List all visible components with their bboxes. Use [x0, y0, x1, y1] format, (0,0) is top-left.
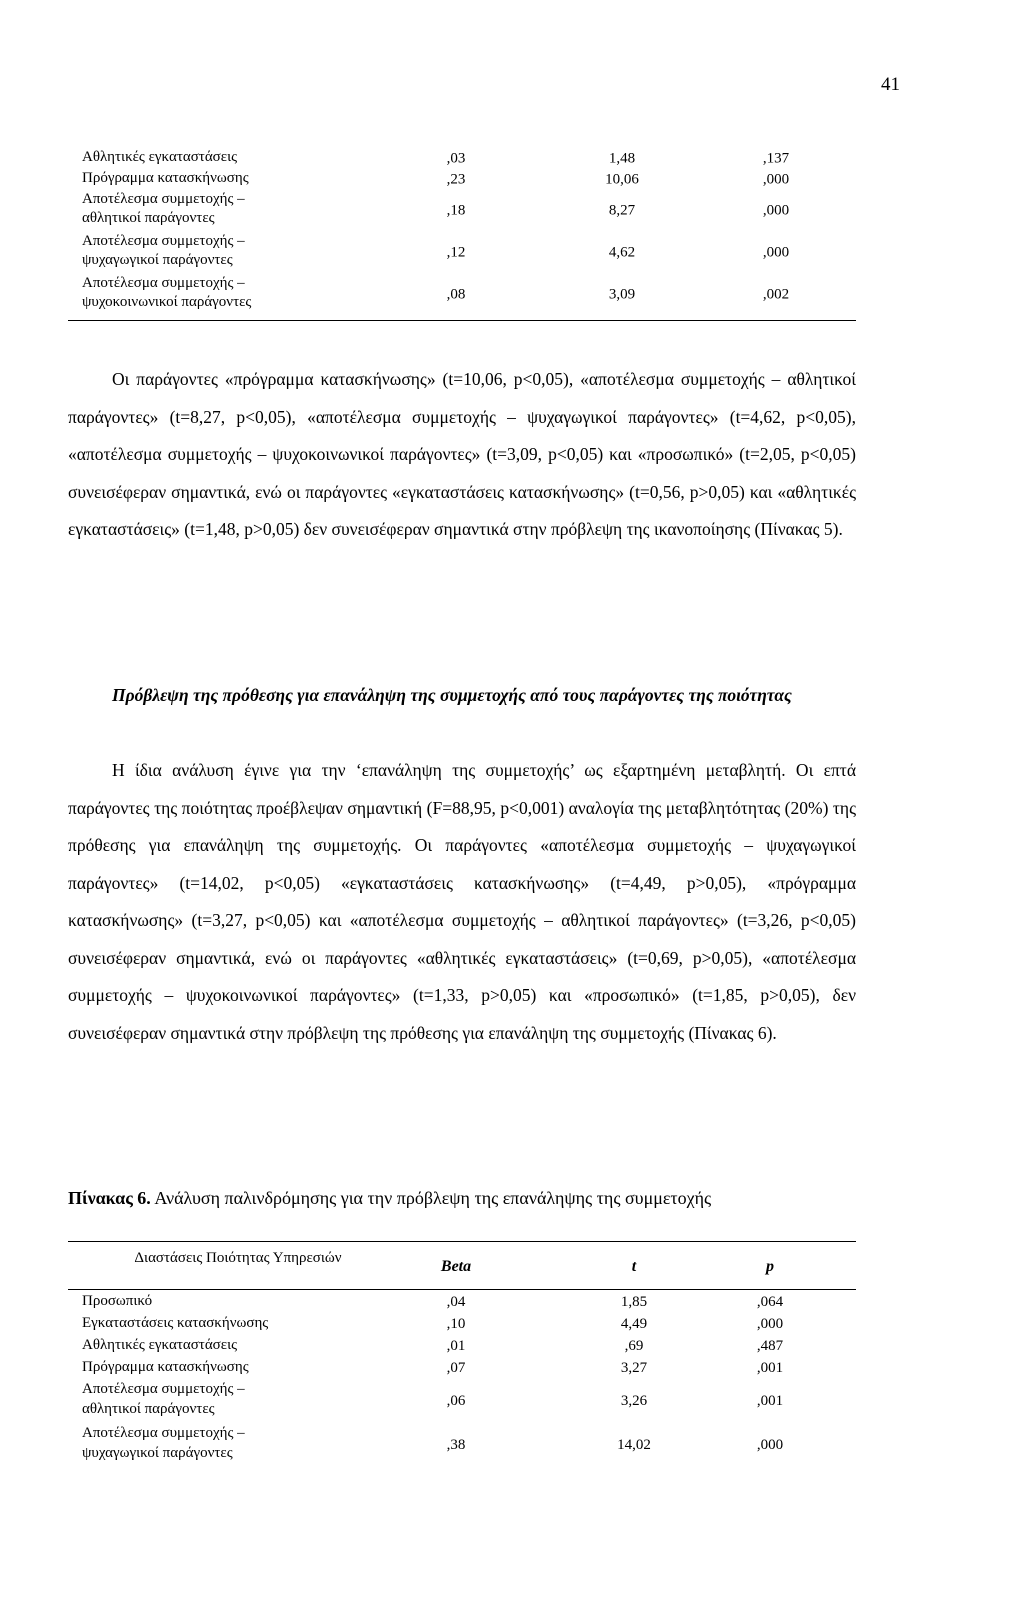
p-value: ,000: [762, 202, 790, 219]
row-label: Πρόγραμμα κατασκήνωσης: [82, 1359, 249, 1375]
beta-value: ,03: [446, 150, 466, 166]
t-value: 10,06: [605, 171, 639, 187]
t-value: ,69: [624, 1338, 644, 1354]
t-value: 3,09: [608, 286, 636, 303]
beta-value: ,08: [446, 286, 466, 303]
table-6: [68, 1291, 856, 1467]
beta-value: ,38: [446, 1437, 466, 1453]
p-value: ,002: [762, 286, 790, 303]
paragraph-results-repetition: Η ίδια ανάλυση έγινε για την ‘επανάληψη της συμμετοχής’ ως εξαρτημένη μεταβλητή. Οι επτά παράγοντες της ποιότητας προέβλεψαν σημαντική (F=88,95, p<0,001) αναλογία της μεταβλητότητας (20%) της πρόθεσης για επανάληψη της συμμετοχής. Οι παράγοντες «αποτέλεσμα συμμετοχής – ψυχαγωγικοί παράγοντες» (t=14,02, p<0,05) «εγκαταστάσεις κατασκήνωσης» (t=4,49, p>0,05), «πρόγραμμα κατασκήνωσης» (t=3,27, p<0,05) και «αποτέλεσμα συμμετοχής – αθλητικοί παράγοντες» (t=3,26, p<0,05) συνεισέφεραν σημαντικά, ενώ οι παράγοντες «αθλητικές εγκαταστάσεις» (t=0,69, p>0,05), «αποτέλεσμα συμμετοχής – ψυχοκοινωνικοί παράγοντες» (t=1,33, p>0,05) και «προσωπικό» (t=1,85, p>0,05), δεν συνεισέφεραν σημαντικά στην πρόβλεψη της πρόθεσης για επανάληψη της συμμετοχής (Πίνακας 6).: [68, 760, 856, 1043]
beta-value: ,23: [446, 171, 466, 187]
header-t: t: [631, 1258, 637, 1275]
table-row: [68, 169, 856, 190]
table-row: [68, 148, 856, 169]
t-value: 3,27: [620, 1360, 648, 1376]
table-6-caption: [68, 1188, 711, 1209]
page-number: 41: [881, 74, 900, 95]
table-6-title: Ανάλυση παλινδρόμησης για την πρόβλεψη της επανάληψης της συμμετοχής: [154, 1188, 712, 1208]
table-row: [68, 1423, 856, 1467]
section-heading: Πρόβλεψη της πρόθεσης για επανάληψη της συμμετοχής από τους παράγοντες της ποιότητας: [112, 685, 792, 705]
row-label: Αποτέλεσμα συμμετοχής – ψυχαγωγικοί παράγοντες: [82, 233, 245, 268]
table-row: [68, 1379, 856, 1423]
table-bottom-rule: [68, 320, 856, 321]
table-row: [68, 1335, 856, 1357]
header-p: p: [766, 1258, 774, 1275]
t-value: 8,27: [608, 202, 636, 219]
table-row: [68, 232, 856, 274]
p-value: ,487: [756, 1338, 784, 1354]
header-dimensions: Διαστάσεις Ποιότητας Υπηρεσιών: [134, 1250, 342, 1266]
row-label: Αθλητικές εγκαταστάσεις: [82, 149, 238, 165]
beta-value: ,12: [446, 244, 466, 261]
beta-value: ,18: [446, 202, 466, 219]
table-row: [68, 274, 856, 316]
p-value: ,064: [756, 1294, 784, 1310]
beta-value: ,04: [446, 1294, 466, 1310]
row-label: Εγκαταστάσεις κατασκήνωσης: [82, 1315, 269, 1331]
row-label: Πρόγραμμα κατασκήνωσης: [82, 170, 249, 186]
p-value: ,000: [762, 171, 790, 187]
header-beta: Beta: [440, 1258, 472, 1275]
table-6-label: Πίνακας 6.: [68, 1188, 151, 1208]
beta-value: ,06: [446, 1393, 466, 1409]
t-value: 3,26: [620, 1393, 648, 1409]
row-label: Αθλητικές εγκαταστάσεις: [82, 1337, 238, 1353]
table-row: [68, 1313, 856, 1335]
t-value: 1,85: [620, 1294, 648, 1310]
table-5-continuation: [68, 148, 856, 316]
t-value: 14,02: [617, 1437, 651, 1453]
table-row: [68, 1291, 856, 1313]
t-value: 4,62: [608, 244, 636, 261]
p-value: ,000: [756, 1316, 784, 1332]
paragraph-results-satisfaction: Οι παράγοντες «πρόγραμμα κατασκήνωσης» (t=10,06, p<0,05), «αποτέλεσμα συμμετοχής – αθλητικοί παράγοντες» (t=8,27, p<0,05), «αποτέλεσμα συμμετοχής – ψυχαγωγικοί παράγοντες» (t=4,62, p<0,05), «αποτέλεσμα συμμετοχής – ψυχοκοινωνικοί παράγοντες» (t=3,09, p<0,05) και «προσωπικό» (t=2,05, p<0,05) συνεισέφεραν σημαντικά, ενώ οι παράγοντες «εγκαταστάσεις κατασκήνωσης» (t=0,56, p>0,05) και «αθλητικές εγκαταστάσεις» (t=1,48, p>0,05) δεν συνεισέφεραν σημαντικά στην πρόβλεψη της ικανοποίησης (Πίνακας 5).: [68, 369, 856, 539]
table-6-header-rule: [68, 1289, 856, 1290]
row-label: Αποτέλεσμα συμμετοχής – αθλητικοί παράγοντες: [82, 191, 245, 226]
t-value: 4,49: [620, 1316, 648, 1332]
row-label: Προσωπικό: [82, 1293, 153, 1309]
p-value: ,137: [762, 150, 790, 166]
p-value: ,000: [756, 1437, 784, 1453]
p-value: ,000: [762, 244, 790, 261]
beta-value: ,07: [446, 1360, 466, 1376]
table-row: [68, 1357, 856, 1379]
row-label: Αποτέλεσμα συμμετοχής – αθλητικοί παράγοντες: [82, 1381, 245, 1417]
row-label: Αποτέλεσμα συμμετοχής – ψυχοκοινωνικοί παράγοντες: [82, 275, 252, 310]
p-value: ,001: [756, 1360, 784, 1376]
row-label: Αποτέλεσμα συμμετοχής – ψυχαγωγικοί παράγοντες: [82, 1425, 245, 1461]
beta-value: ,10: [446, 1316, 466, 1332]
table-6-header: [68, 1242, 856, 1294]
table-row: [68, 190, 856, 232]
beta-value: ,01: [446, 1338, 466, 1354]
p-value: ,001: [756, 1393, 784, 1409]
t-value: 1,48: [608, 150, 636, 166]
